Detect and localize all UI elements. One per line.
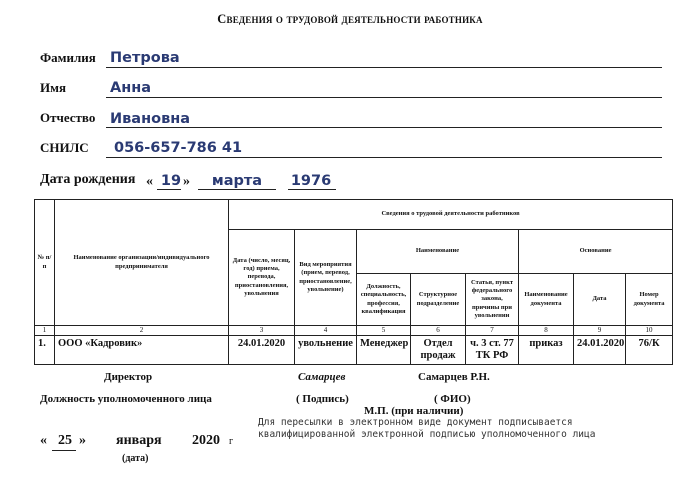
header-col-article: Статья, пункт федерального закона, причины при увольнении [466, 274, 519, 326]
patronymic-label: Отчество [40, 110, 96, 125]
row-position: Менеджер [357, 335, 411, 364]
row-org: ООО «Кадровик» [55, 335, 229, 364]
header-group-name: Наименование [357, 230, 519, 274]
stamp-label: М.П. (при наличии) [364, 405, 464, 417]
table-row [35, 335, 673, 364]
birthdate-close-quote: » [183, 174, 190, 189]
name-underline [106, 97, 662, 98]
row-doc-date: 24.01.2020 [574, 335, 626, 364]
column-number: 9 [574, 326, 626, 336]
signing-close-quote: » [79, 433, 86, 448]
header-group-main: Сведения о трудовой деятельности работников [229, 200, 673, 230]
signing-day-underline [52, 450, 76, 451]
column-number: 10 [626, 326, 673, 336]
header-col-doc-date: Дата [574, 274, 626, 326]
signing-month: января [116, 433, 162, 448]
document-title: Сведения о трудовой деятельности работника [217, 12, 483, 26]
column-number: 6 [411, 326, 466, 336]
snils-underline [106, 157, 662, 158]
header-col-no: № п/п [35, 200, 55, 326]
name-value: Анна [110, 80, 152, 96]
signer-fio-label: ( ФИО) [434, 393, 471, 405]
signing-date-caption: (дата) [122, 453, 149, 464]
header-col-unit: Структурное подразделение [411, 274, 466, 326]
birthdate-year: 1976 [290, 173, 332, 189]
column-numbers-row [35, 326, 673, 336]
column-number: 2 [55, 326, 229, 336]
column-number: 1 [35, 326, 55, 336]
name-label: Имя [40, 80, 66, 95]
birthdate-month-underline [198, 189, 276, 190]
header-col-position: Должность, специальность, профессия, квалификация [357, 274, 411, 326]
row-article: ч. 3 ст. 77 ТК РФ [466, 335, 519, 364]
birthdate-open-quote: « [146, 174, 153, 189]
header-col-date: Дата (число, месяц, год) приема, перевода, приостановления, увольнения [229, 230, 295, 326]
header-col-event: Вид мероприятия (прием, перевод, приостановление, увольнение) [295, 230, 357, 326]
signer-signature-label: ( Подпись) [296, 393, 349, 405]
birthdate-day-underline [157, 189, 181, 190]
header-col-doc-name: Наименование документа [519, 274, 574, 326]
birthdate-year-underline [288, 189, 336, 190]
signing-year: 2020 [192, 433, 220, 448]
signing-year-suffix: г [229, 436, 234, 447]
column-number: 3 [229, 326, 295, 336]
row-event: увольнение [295, 335, 357, 364]
header-col-doc-no: Номер документа [626, 274, 673, 326]
signer-signature-value: Самарцев [298, 371, 346, 383]
surname-underline [106, 67, 662, 68]
row-doc-no: 76/К [626, 335, 673, 364]
row-no: 1. [35, 335, 55, 364]
signing-day: 25 [58, 433, 72, 448]
surname-value: Петрова [110, 50, 180, 66]
header-col-org: Наименование организации/индивидуального предпринимателя [55, 200, 229, 326]
electronic-signature-note: Для пересылки в электронном виде документ подписывается квалифицированной электронной подписью уполномоченного лица [258, 417, 596, 440]
birthdate-day: 19 [160, 173, 182, 189]
snils-value: 056-657-786 41 [114, 140, 243, 156]
signer-fio-value: Самарцев Р.Н. [418, 371, 490, 383]
column-number: 7 [466, 326, 519, 336]
column-number: 5 [357, 326, 411, 336]
signer-position-value: Директор [104, 371, 153, 383]
signer-position-label: Должность уполномоченного лица [40, 393, 212, 405]
patronymic-value: Ивановна [110, 111, 191, 127]
column-number: 8 [519, 326, 574, 336]
snils-label: СНИЛС [40, 140, 89, 155]
surname-label: Фамилия [40, 50, 96, 65]
row-date: 24.01.2020 [229, 335, 295, 364]
birthdate-month: марта [211, 173, 263, 189]
row-unit: Отдел продаж [411, 335, 466, 364]
row-doc-name: приказ [519, 335, 574, 364]
birthdate-label: Дата рождения [40, 172, 136, 187]
header-group-basis: Основание [519, 230, 673, 274]
column-number: 4 [295, 326, 357, 336]
signing-open-quote: « [40, 433, 47, 448]
patronymic-underline [106, 127, 662, 128]
employment-table [34, 199, 673, 365]
